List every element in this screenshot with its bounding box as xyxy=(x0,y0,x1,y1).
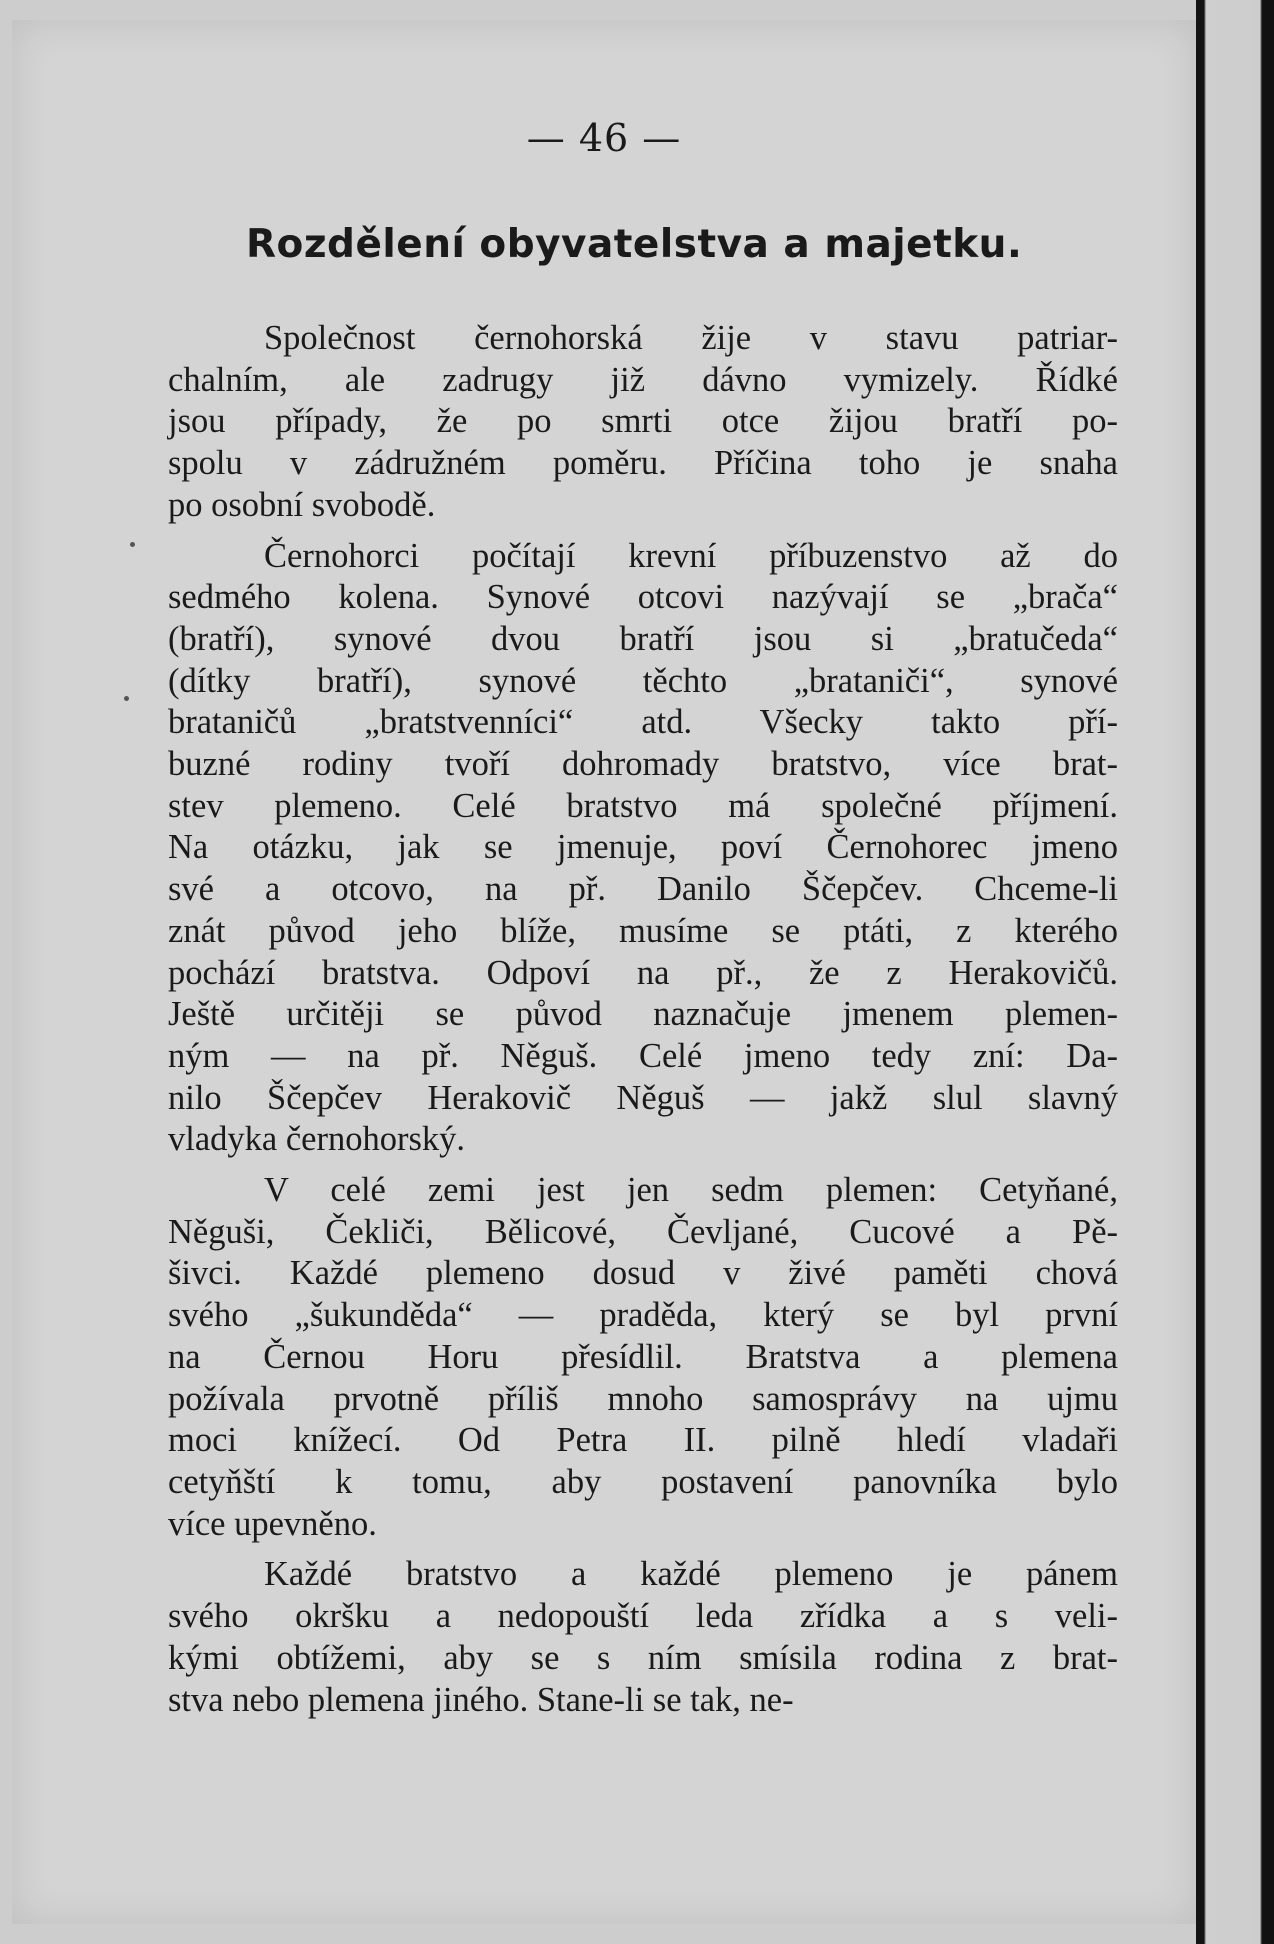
book-binding-edge xyxy=(1196,0,1274,1944)
text-line: Něguši, Čekliči, Bělicové, Čevljané, Cucové a Pě- xyxy=(168,1212,1118,1251)
text-line: V celé zemi jest jen sedm plemen: Cetyňané, xyxy=(264,1171,1118,1210)
text-line: Na otázku, jak se jmenuje, poví Černohorec jmeno xyxy=(168,828,1118,867)
text-line: své a otcovo, na př. Danilo Ščepčev. Chceme-li xyxy=(168,870,1118,909)
text-line: moci knížecí. Od Petra II. pilně hledí vladaři xyxy=(168,1421,1118,1460)
text-line: ným — na př. Něguš. Celé jmeno tedy zní: Da- xyxy=(168,1036,1118,1075)
page-number: — 46 — xyxy=(526,116,682,160)
text-line: na Černou Horu přesídlil. Bratstva a plemena xyxy=(168,1337,1118,1376)
text-line: jsou případy, že po smrti otce žijou bratří po- xyxy=(168,402,1118,441)
section-heading: Rozdělení obyvatelstva a majetku. xyxy=(246,222,1023,267)
text-line: kými obtížemi, aby se s ním smísila rodina z brat- xyxy=(168,1638,1118,1677)
text-line: vladyka černohorský. xyxy=(168,1120,465,1159)
text-line: požívala prvotně příliš mnoho samosprávy na ujmu xyxy=(168,1379,1118,1418)
text-line: cetyňští k tomu, aby postavení panovníka bylo xyxy=(168,1462,1118,1501)
text-line: šivci. Každé plemeno dosud v živé paměti chová xyxy=(168,1254,1118,1293)
text-line: po osobní svobodě. xyxy=(168,485,436,524)
speck-mark xyxy=(130,542,135,547)
book-page xyxy=(12,20,1196,1924)
paragraph xyxy=(168,536,1118,1162)
text-line: stva nebo plemena jiného. Stane-li se tak, ne- xyxy=(168,1680,794,1719)
text-line: chalním, ale zadrugy již dávno vymizely. Řídké xyxy=(168,360,1118,399)
text-line: buzné rodiny tvoří dohromady bratstvo, více brat- xyxy=(168,745,1118,784)
text-line: znát původ jeho blíže, musíme se ptáti, z kterého xyxy=(168,911,1118,950)
speck-mark xyxy=(124,696,129,701)
text-line: stev plemeno. Celé bratstvo má společné příjmení. xyxy=(168,786,1118,825)
text-line: (bratří), synové dvou bratří jsou si „bratučeda“ xyxy=(168,619,1118,658)
paragraph xyxy=(168,1554,1118,1721)
text-line: pochází bratstva. Odpoví na př., že z Herakovičů. xyxy=(168,953,1118,992)
text-line: Každé bratstvo a každé plemeno je pánem xyxy=(264,1555,1118,1594)
text-line: sedmého kolena. Synové otcovi nazývají se „brača“ xyxy=(168,578,1118,617)
text-line: svého okršku a nedopouští leda zřídka a s veli- xyxy=(168,1597,1118,1636)
body-text xyxy=(168,318,1118,1730)
text-line: nilo Ščepčev Herakovič Něguš — jakž slul slavný xyxy=(168,1078,1118,1117)
text-line: brataničů „bratstvenníci“ atd. Všecky takto pří- xyxy=(168,703,1118,742)
text-line: Černohorci počítají krevní příbuzenstvo až do xyxy=(264,536,1118,575)
text-line: svého „šukunděda“ — praděda, který se byl první xyxy=(168,1296,1118,1335)
paragraph xyxy=(168,1170,1118,1545)
text-line: (dítky bratří), synové těchto „brataniči“, synové xyxy=(168,661,1118,700)
paragraph xyxy=(168,318,1118,527)
text-line: Společnost černohorská žije v stavu patriar- xyxy=(264,319,1118,357)
text-line: Ještě určitěji se původ naznačuje jmenem plemen- xyxy=(168,995,1118,1034)
text-line: více upevněno. xyxy=(168,1504,377,1543)
text-line: spolu v zádružném poměru. Příčina toho je snaha xyxy=(168,444,1118,483)
